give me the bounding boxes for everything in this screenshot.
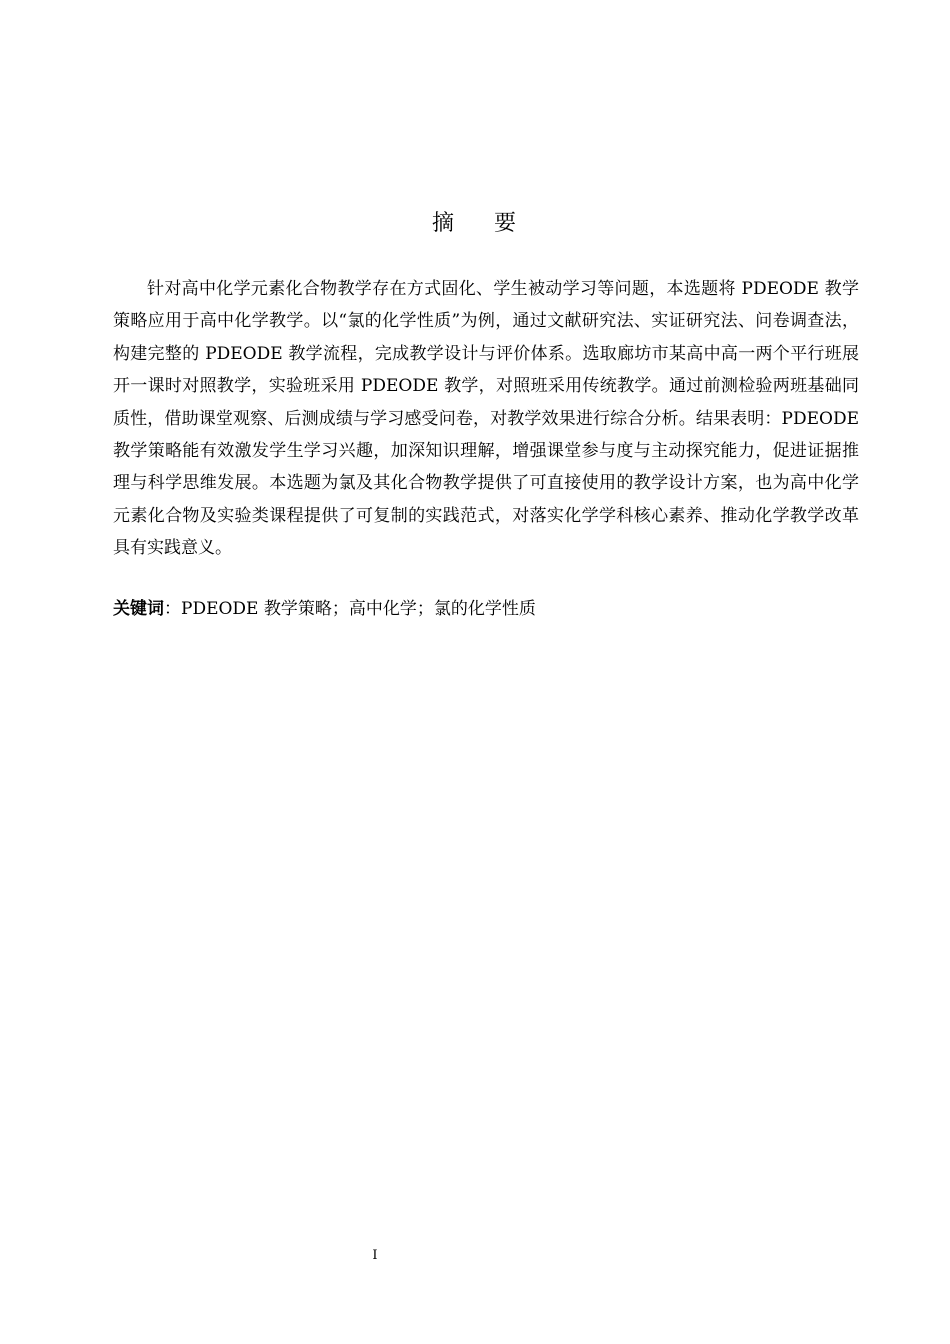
keywords-line — [113, 593, 859, 625]
keywords-colon: ： — [164, 599, 181, 619]
keywords-label: 关键词 — [113, 599, 164, 619]
abstract-title — [0, 207, 950, 241]
abstract-title-char-2: 要 — [494, 211, 519, 236]
abstract-body: 针对高中化学元素化合物教学存在方式固化、学生被动学习等问题，本选题将 PDEODE 教学策略应用于高中化学教学。以“氯的化学性质”为例，通过文献研究法、实证研究法、问卷调查法，构建完整的 PDEODE 教学流程，完成教学设计与评价体系。选取廊坊市某高中高一两个平行班展开一课时对照教学，实验班采用 PDEODE 教学，对照班采用传统教学。通过前测检验两班基础同质性，借助课堂观察、后测成绩与学习感受问卷，对教学效果进行综合分析。结果表明：PDEODE 教学策略能有效激发学生学习兴趣，加深知识理解，增强课堂参与度与主动探究能力，促进证据推理与科学思维发展。本选题为氯及其化合物教学提供了可直接使用的教学设计方案，也为高中化学元素化合物及实验类课程提供了可复制的实践范式，对落实化学学科核心素养、推动化学教学改革具有实践意义。 — [113, 279, 859, 559]
keywords-list: PDEODE 教学策略；高中化学；氯的化学性质 — [181, 599, 536, 619]
abstract-title-char-1: 摘 — [431, 211, 456, 236]
page-number: I — [372, 1248, 378, 1263]
